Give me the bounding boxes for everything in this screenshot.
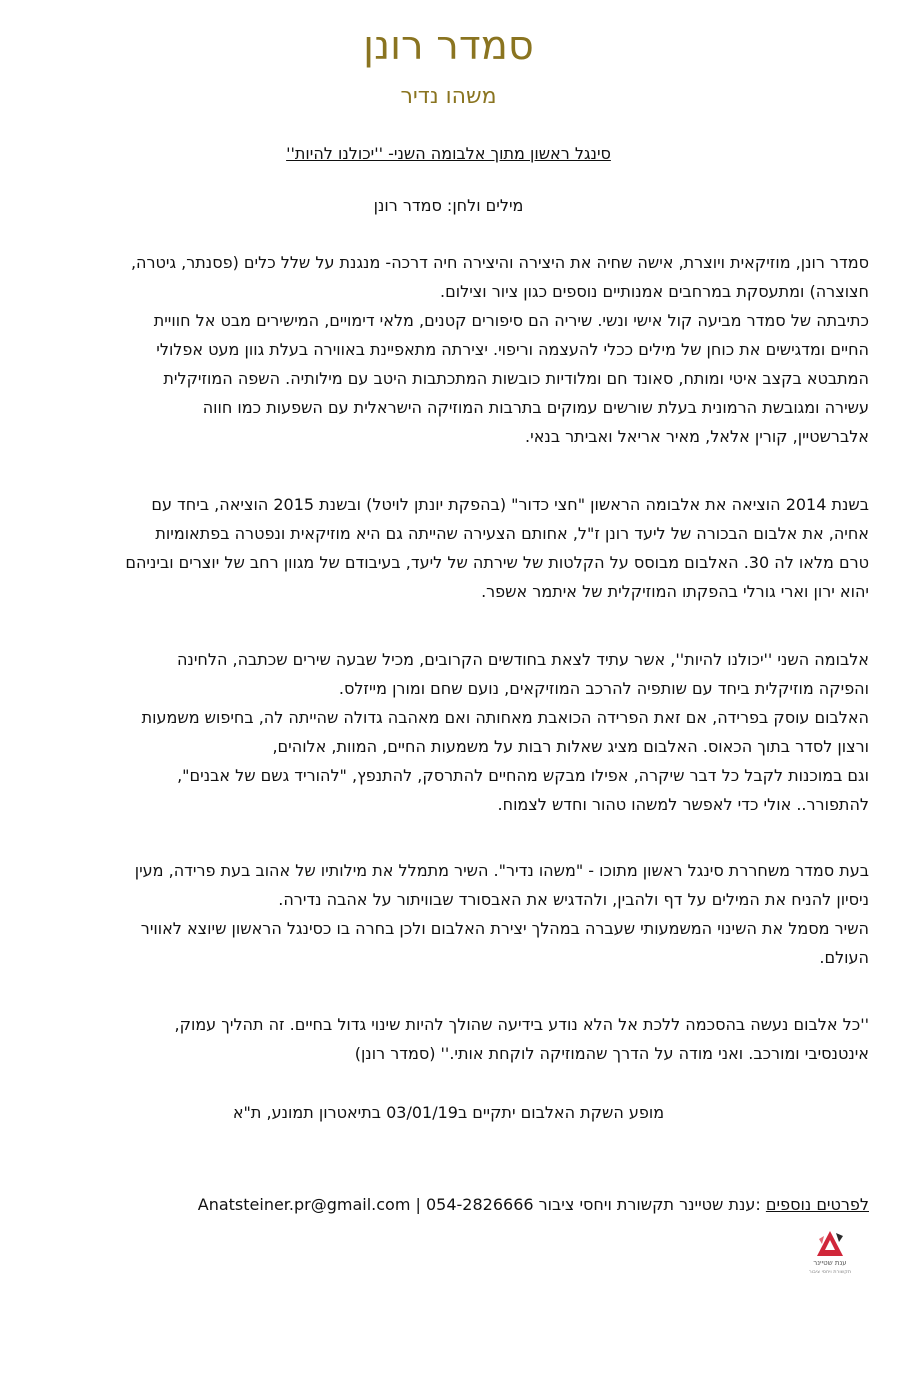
text-line: חצוצרה) ומתעסקת במרחבים אמנותיים נוספים כגון ציור וצילום. bbox=[440, 282, 869, 301]
logo-name: ענת שטיינר bbox=[813, 1259, 847, 1267]
single-paragraph bbox=[19, 856, 869, 972]
text-line: העולם. bbox=[819, 948, 869, 967]
contact-line bbox=[198, 1190, 869, 1219]
text-line: אינטנסיבי ומורכב. ואני מודה על הדרך שהמוזיקה לוקחת אותי.'' (סמדר רונן) bbox=[354, 1044, 869, 1063]
text-line: אחיה, את אלבום הבכורה של ליעד רונן ז"ל, אחותם הצעירה שהייתה גם היא מוזיקאית ונפטרה בפתאומיות bbox=[155, 524, 869, 543]
song-title: משהו נדיר bbox=[400, 84, 497, 109]
credits-line: מילים ולחן: סמדר רונן bbox=[373, 196, 524, 215]
text-line: ניסיון להניח את המילים על דף ולהבין, ולהדגיש את האבסורד שבוויתור על אהבה נדירה. bbox=[278, 890, 869, 909]
artist-name-title: סמדר רונן bbox=[363, 23, 534, 69]
text-line: סמדר רונן, מוזיקאית ויוצרת, אישה שחיה את היצירה והיצירה חיה דרכה- מנגנת על שלל כלים (פסנתר, גיטרה, bbox=[130, 253, 869, 272]
contact-label-link[interactable]: לפרטים נוספים bbox=[765, 1195, 869, 1214]
text-line: בעת סמדר משחררת סינגל ראשון מתוכו - "משהו נדיר". השיר מתמלל את מילותיו של אהוב בעת פרידה, מעין bbox=[134, 861, 869, 880]
text-line: כתיבתה של סמדר מביעה קול אישי ונשי. שיריה הם סיפורים קטנים, מלאי דימויים, המישירים מבט אל חוויית bbox=[153, 311, 869, 330]
bio-paragraph bbox=[19, 248, 869, 451]
logo-tagline: תקשורת ויחסי ציבור bbox=[808, 1269, 852, 1275]
premiere-announcement: מופע השקת האלבום יתקיים ב03/01/19 בתיאטרון תמונע, ת"א bbox=[232, 1103, 665, 1122]
text-line: השיר מסמל את השינוי המשמעותי שעברה במהלך יצירת האלבום ולכן בחרה בו כסינגל הראשון שיוצא לאוויר bbox=[140, 919, 869, 938]
text-line: האלבום עוסק בפרידה, אם זאת הפרידה הכואבת מאחותה ואם מאהבה גדולה שהייתה לה, בחיפוש משמעות bbox=[141, 708, 869, 727]
contact-details: :ענת שטיינר תקשורת ויחסי ציבור 054-2826666 | Anatsteiner.pr@gmail.com bbox=[197, 1195, 761, 1214]
quote-paragraph bbox=[19, 1010, 869, 1068]
text-line: בשנת 2014 הוציאה את אלבומה הראשון "חצי כדור" (בהפקת יונתן לויטל) ובשנת 2015 הוציאה, ביחד עם bbox=[151, 495, 869, 514]
single-announcement: סינגל ראשון מתוך אלבומה השני- ''יכולנו להיות'' bbox=[286, 144, 611, 163]
text-line: עשירה ומגובשת הרמונית בעלת שורשים עמוקים בתרבות המוזיקה הישראלית עם השפעות כמו חווה bbox=[202, 398, 869, 417]
text-line: טרם מלאו לה 30. האלבום מבוסס על הקלטות של שירתה של ליעד, בעיבודם של מגוון רחב של יוצרים וביניהם bbox=[125, 553, 869, 572]
text-line: החיים ומדגישים את כוחן של מילים ככלי להעצמה וריפוי. יצירתה מתאפיינת באווירה בעלת גוון מעט אפלולי bbox=[156, 340, 869, 359]
second-album-paragraph bbox=[19, 645, 869, 819]
text-line: וגם במוכנות לקבל כל דבר שיקרה, אפילו מבקש מהחיים להתרסק, להתנפץ, "להוריד גשם של אבנים", bbox=[177, 766, 869, 785]
pr-agency-logo bbox=[808, 1230, 852, 1282]
text-line: ''כל אלבום נעשה בהסכמה ללכת אל הלא נודע בידיעה שהולך להיות שינוי גדול בחיים. זה תהליך עמוק, bbox=[174, 1015, 869, 1034]
text-line: להתפורר.. אולי כדי לאפשר למשהו טהור וחדש לצמוח. bbox=[497, 795, 869, 814]
text-line: והפיקה מוזיקלית ביחד עם שותפיה להרכב המוזיקאים, נועם שחם ומורן מייזלס. bbox=[338, 679, 869, 698]
text-line: יהוא ירון וארי גורלי בהפקתו המוזיקלית של איתמר אשפר. bbox=[481, 582, 869, 601]
first-album-paragraph bbox=[19, 490, 869, 606]
logo-a-icon bbox=[816, 1230, 844, 1258]
text-line: המתבטא בקצב איטי ומותח, סאונד חם ומלודיות כובשות המתכתבות היטב עם מילותיה. השפה המוזיקלית bbox=[163, 369, 869, 388]
text-line: ורצון לסדר בתוך הכאוס. האלבום מציג שאלות רבות על משמעות החיים, המוות, אלוהים, bbox=[272, 737, 869, 756]
text-line: אלבומה השני ''יכולנו להיות'', אשר עתיד לצאת בחודשים הקרובים, מכיל שבעה שירים שכתבה, הלחינה bbox=[176, 650, 869, 669]
text-line: אלברשטיין, קורין אלאל, מאיר אריאל ואביתר בנאי. bbox=[525, 427, 869, 446]
